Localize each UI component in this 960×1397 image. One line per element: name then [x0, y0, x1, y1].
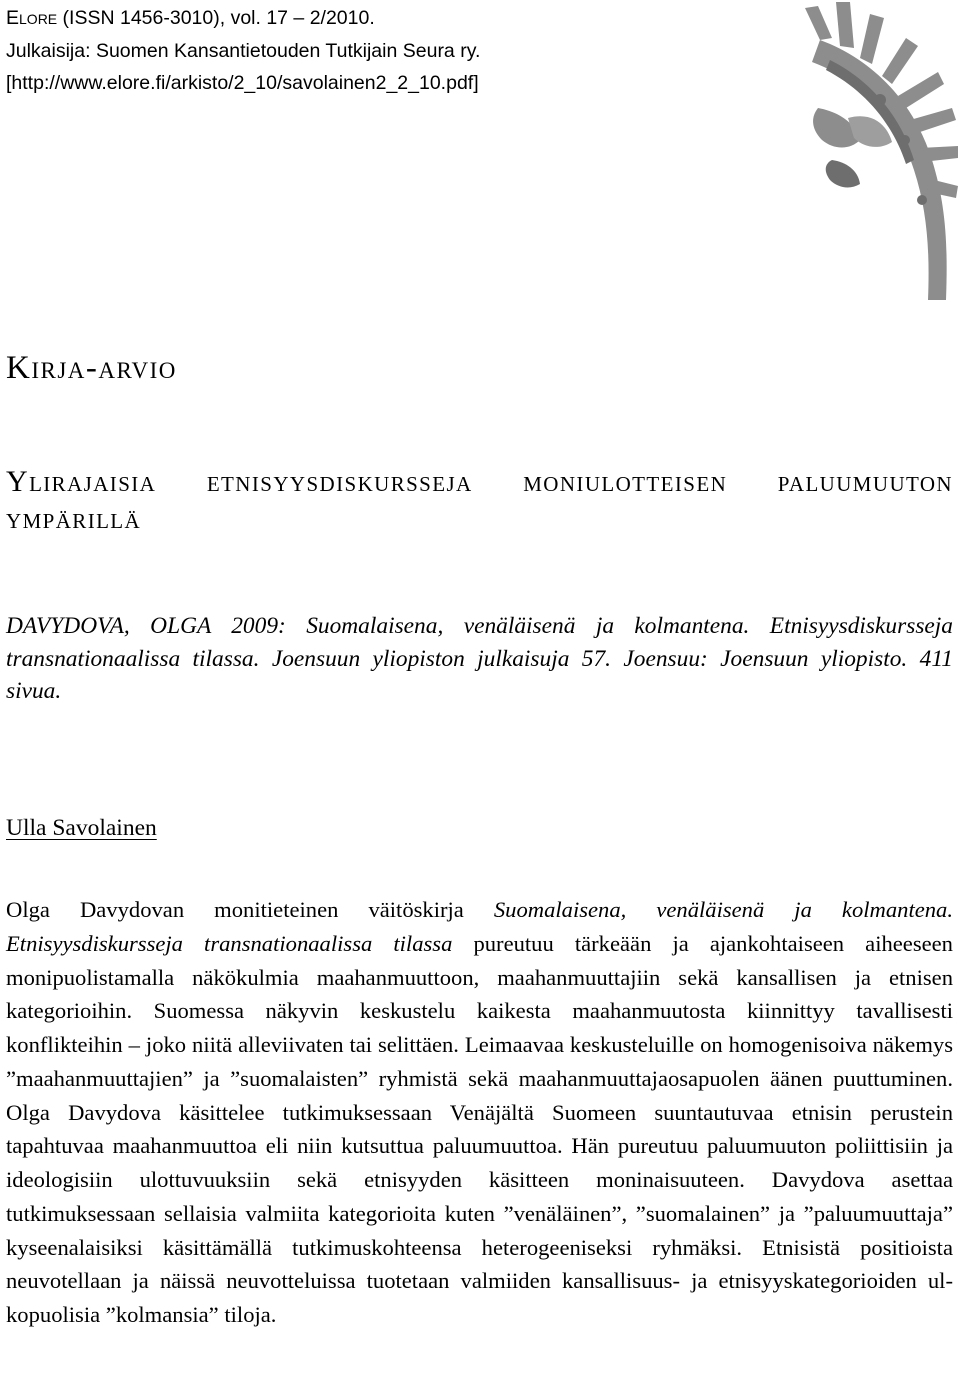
source-url[interactable]: [http://www.elore.fi/arkisto/2_10/savolainen2_2_10.pdf] [6, 72, 479, 94]
journal-issn-line [6, 2, 480, 35]
journal-logo-antler [700, 0, 960, 300]
body-intro: Olga Davydovan monitieteinen väitöskirja [6, 897, 494, 922]
issn-text: (ISSN 1456-3010), vol. 17 – 2/2010. [57, 7, 375, 29]
body-book-title: Suomalaisena, venäläisenä ja kolmantena. Etnisyysdiskursseja transnationaalissa tilassa [6, 897, 953, 956]
section-label-book-review: Kirja-arvio [6, 350, 177, 386]
article-title: Ylirajaisia etnisyysdiskursseja moniulotteisen paluumuuton ympärillä [6, 465, 953, 535]
journal-header [6, 2, 480, 99]
book-citation: DAVYDOVA, OLGA 2009: Suomalaisena, venäläisenä ja kolmantena. Etnisyysdiskursseja transnationaalissa tilassa. Joensuun yliopiston julkaisuja 57. Joensuu: Joensuun yliopisto. 411 sivua. [6, 613, 953, 704]
body-rest: pureutuu tärkeään ja ajankohtaiseen aiheeseen monipuolistamalla näkökulmia maahanmuuttoon, maahanmuuttajiin sekä kansallisen ja etnisen kategorioihin. Suomessa näkyvin keskustelu kaikesta maahanmuutosta kiinnittyy tavallisesti konflikteihin – joko niitä alleviivaten tai selittäen. Leimaavaa keskusteluille on homogenisoiva näkemys ”maahanmuuttajien” ja ”suomalaisten” ryhmistä sekä maahanmuuttajaosapuolen äänen puuttuminen. Olga Davydova käsittelee tutkimuksessaan Venäjältä Suomeen suuntautuvaa etnisin perustein tapahtuvaa maahanmuuttoa eli niin kutsuttua paluumuuttoa. Hän pureutuu paluumuuton poliittisiin ja ideologisiin ulottuvuuksiin sekä etnisyyden käsitteen moninaisuuteen. Davydova asettaa tutkimuksessaan sellaisia valmiita kategorioita kuten ”venäläinen”, ”suomalainen” ja ”paluumuuttaja” kyseenalaisiksi käsittämällä tutkimuskohteensa heterogeeniseksi ryhmäksi. Etnisistä positioista neuvotellaan ja näissä neuvotteluissa tuotetaan valmiiden kansallisuus- ja etnisyyskategorioiden ulkopuolisia ”kolmansia” tiloja. [6, 930, 953, 1327]
publisher-line: Julkaisija: Suomen Kansantietouden Tutkijain Seura ry. [6, 40, 481, 62]
journal-name-rest: LORE [19, 11, 58, 27]
review-author: Ulla Savolainen [6, 815, 157, 841]
journal-name-initial: E [6, 7, 20, 29]
review-body-paragraph [6, 893, 953, 1332]
